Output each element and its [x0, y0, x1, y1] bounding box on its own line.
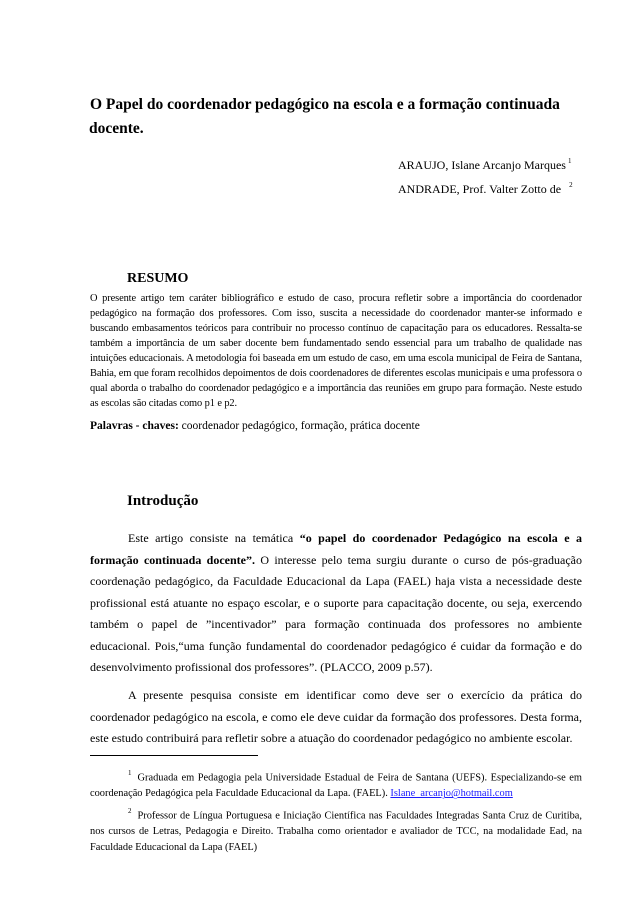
footnote-1-mark: 1 [128, 769, 132, 777]
intro-p1-a: Este artigo consiste na temática [128, 531, 300, 545]
intro-paragraph-2 [90, 685, 582, 750]
author-1 [398, 158, 571, 173]
footnote-1 [90, 766, 582, 802]
abstract-text: O presente artigo tem caráter bibliográfico e estudo de caso, procura refletir sobre a importância do coordenador pedagógico na formação dos professores. Com isso, suscita a necessidade do coordenador manter-se informado e buscando embasamentos teóricos para contribuir no processo contínuo de capacitação para os educadores. Ressalta-se também a importância de um saber docente bem fundamentado sendo essencial para um trabalho de qualidade nas intuições educacionais. A metodologia foi baseada em um estudo de caso, em uma escola municipal de Feira de Santana, Bahia, em que foram recolhidos depoimentos de dois coordenadores de diferentes escolas municipais e uma professora o qual aborda o trabalho do coordenador pedagógico e a importância das reuniões em grupo para formação. Neste estudo as escolas são citadas como p1 e p2. [90, 293, 582, 409]
keywords [90, 420, 582, 432]
title-line-2: docente. [89, 120, 144, 137]
intro-p1-emphasis: “o papel do coordenador Pedagógico na escola e a formação continuada docente”. [90, 531, 583, 567]
keywords-text: coordenador pedagógico, formação, prática docente [178, 420, 420, 432]
intro-heading: Introdução [127, 493, 199, 509]
author-2 [398, 182, 573, 197]
author-2-note: 2 [569, 181, 573, 189]
footnote-divider [90, 755, 258, 756]
footnote-1-text: Graduada em Pedagogia pela Universidade Estadual de Feira de Santana (UEFS). Especializando-se em coordenação Pedagógica pela Faculdade Educacional da Lapa. (FAEL). [90, 772, 582, 800]
footnote-2 [90, 804, 582, 856]
intro-p2: A presente pesquisa consiste em identificar como deve ser o exercício da prática do coordenador pedagógico na escola, e como ele deve cuidar da formação dos professores. Desta forma, este estudo contribuirá para refletir sobre a atuação do coordenador pedagógico no ambiente escolar. [90, 688, 582, 745]
author-1-name: ARAUJO, Islane Arcanjo Marques [398, 158, 566, 172]
author-1-note: 1 [567, 157, 572, 165]
footnote-2-text: Professor de Língua Portuguesa e Iniciação Científica nas Faculdades Integradas Santa Cruz de Curitiba, nos cursos de Letras, Pedagogia e Direito. Trabalha como orientador e avaliador de TCC, na modalidade Ead, na Faculdade Educacional da Lapa (FAEL) [90, 810, 582, 854]
keywords-label: Palavras - chaves: [90, 420, 179, 432]
abstract-heading: RESUMO [127, 271, 189, 286]
paper-title [90, 93, 582, 141]
footnote-2-mark: 2 [128, 807, 132, 815]
footnote-1-email-link[interactable]: Islane_arcanjo@hotmail.com [390, 788, 513, 800]
intro-paragraph-1 [90, 528, 582, 679]
author-2-name: ANDRADE, Prof. Valter Zotto de [398, 182, 562, 196]
intro-p1-c: O interesse pelo tema surgiu durante o curso de pós-graduação coordenação pedagógico, da Faculdade Educacional da Lapa (FAEL) haja vista a necessidade deste profissional está atuante no espaço escolar, e o suporte para capacitação docente, ou seja, exercendo também o papel de ”incentivador” para formação continuada dos professores no ambiente educacional. Pois,“uma função fundamental do coordenador pedagógico é cuidar da formação e do desenvolvimento profissional dos professores”. (PLACCO, 2009 p.57). [90, 552, 582, 674]
title-line-1: O Papel do coordenador pedagógico na escola e a formação continuada [90, 96, 560, 113]
